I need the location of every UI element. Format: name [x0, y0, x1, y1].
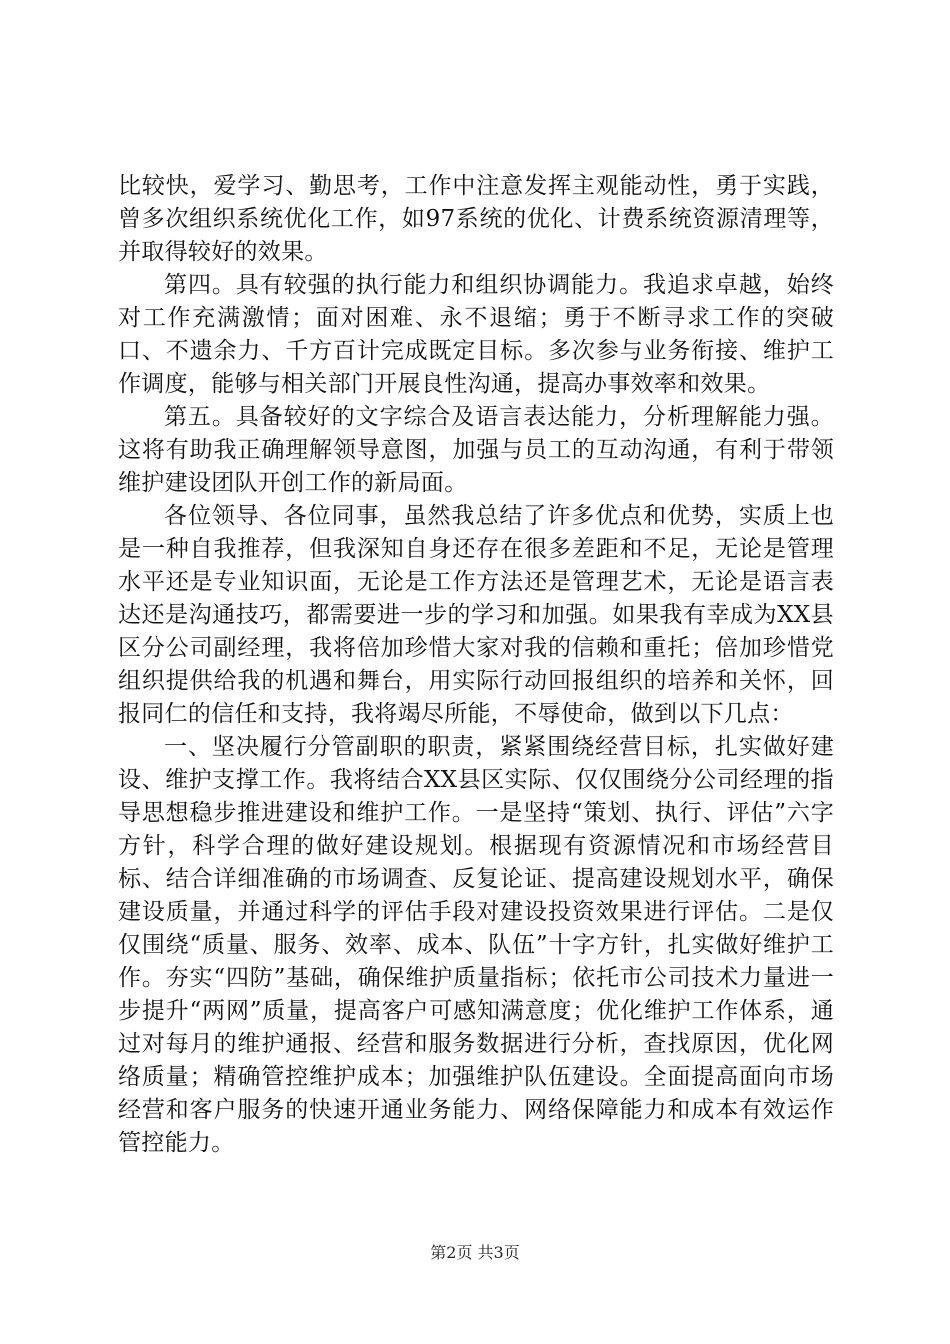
paragraph-self-assessment: 各位领导、各位同事，虽然我总结了许多优点和优势，实质上也是一种自我推荐，但我深知自身还存在很多差距和不足，无论是管理水平还是专业知识面，无论是工作方法还是管理艺术，无论是语言表达还是沟通技巧，都需要进一步的学习和加强。如果我有幸成为XX县区分公司副经理，我将倍加珍惜大家对我的信赖和重托；倍加珍惜党组织提供给我的机遇和舞台，用实际行动回报组织的培养和关怀，回报同仁的信任和支持，我将竭尽所能，不辱使命，做到以下几点：	[118, 503, 834, 727]
paragraph-commitment-one: 一、坚决履行分管副职的职责，紧紧围绕经营目标，扎实做好建设、维护支撑工作。我将结合XX县区实际、仅仅围绕分公司经理的指导思想稳步推进建设和维护工作。一是坚持“策划、执行、评估”六字方针，科学合理的做好建设规划。根据现有资源情况和市场经营目标、结合详细准确的市场调查、反复论证、提高建设规划水平，确保建设质量，并通过科学的评估手段对建设投资效果进行评估。二是仅仅围绕“质量、服务、效率、成本、队伍”十字方针，扎实做好维护工作。夯实“四防”基础，确保维护质量指标；依托市公司技术力量进一步提升“两网”质量，提高客户可感知满意度；优化维护工作体系，通过对每月的维护通报、经营和服务数据进行分析，查找原因，优化网络质量；精确管控维护成本；加强维护队伍建设。全面提高面向市场经营和客户服务的快速开通业务能力、网络保障能力和成本有效运作管控能力。	[118, 734, 834, 1156]
document-body	[118, 170, 834, 1160]
paragraph-fourth-point: 第四。具有较强的执行能力和组织协调能力。我追求卓越，始终对工作充满激情；面对困难、永不退缩；勇于不断寻求工作的突破口、不遗余力、千方百计完成既定目标。多次参与业务衔接、维护工作调度，能够与相关部门开展良性沟通，提高办事效率和效果。	[118, 272, 834, 397]
page-number-footer: 第2页 共3页	[430, 1243, 520, 1262]
paragraph-continuation: 比较快，爱学习、勤思考，工作中注意发挥主观能动性，勇于实践，曾多次组织系统优化工作，如97系统的优化、计费系统资源清理等，并取得较好的效果。	[118, 173, 834, 265]
paragraph-fifth-point: 第五。具备较好的文字综合及语言表达能力，分析理解能力强。这将有助我正确理解领导意图，加强与员工的互动沟通，有利于带领维护建设团队开创工作的新局面。	[118, 404, 834, 496]
